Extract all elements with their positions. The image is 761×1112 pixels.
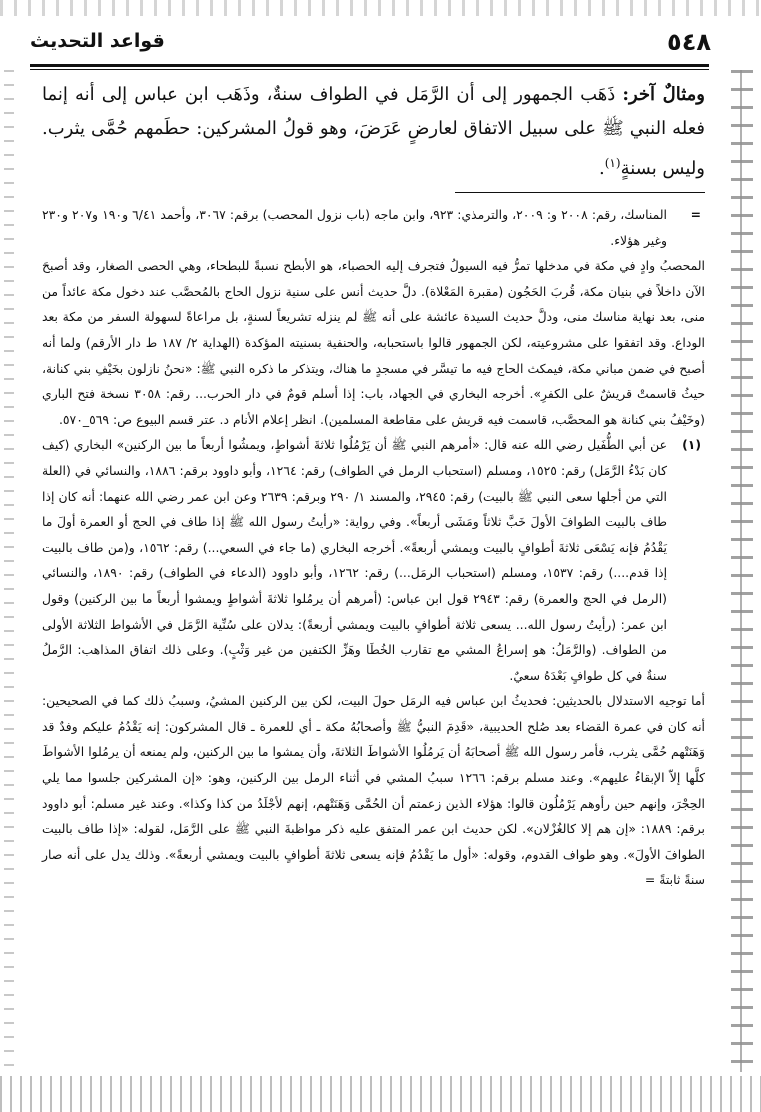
continuation-marker: = — [690, 207, 701, 222]
header-rule — [30, 64, 709, 70]
main-text-end: . — [599, 158, 605, 179]
footnote-1-marker: (١) — [682, 437, 701, 453]
footnote-continuation-paragraph: المحصبُ وادٍ في مكة في مدخلها تمرُّ فيه السيولُ فتجرف إليه الحصباء، هو الأبطح نسبةً للبطحاء، وهي الحصى الصغار، وقد أصبحَ الآن داخلاً في بنيان مكة، قُربَ الحَجُون (مقبرة المَعْلاة). دلَّ حديث أنس على سنية نزول الحاج بالمُحصَّب عند دخول مكة عائداً من منى، بعد نهاية مناسك منى، ودلَّ حديث السيدة عائشة على أنه ﷺ لم ينزله تشريعاً لسنةٍ، بل مراعاةً لسهولة السفر من مكة بعد الوداع. وقد اتفقوا على مشروعيته، لكن الجمهور قالوا باستحبابه، والحنفية بسنيته المؤكدة (الهداية ٢/ ١٨٧ ط دار الأرقم) ولما أنه أصبح في ضمن مباني مكة، فيمكث الحاج فيه ما تيسَّر في مسجدٍ ما هناك، ويتذكر ما ذكره النبي ﷺ: «نحنُ نازلون بخَيْفِ بني كنانة، حيثُ قاسمتْ قريشٌ على الكفرِ». أخرجه البخاري في الجهاد، باب: إذا أسلم قومٌ في دار الحرب... رقم: ٣٠٥٨ نسخة فتح الباري (وخَيْفُ بني كنانة هو المحصَّب، قاسمت فيه قريش على مقاطعة المسلمين). انظر إعلام الأنام د. عتر قسم البيوع ص: ٥٦٩_٥٧٠. — [42, 258, 705, 427]
left-ornament-border — [4, 70, 14, 1072]
footnote-reference: (١) — [604, 156, 621, 170]
page-header — [30, 28, 711, 64]
footnote-1 — [42, 432, 705, 688]
top-ornament-border — [0, 0, 761, 16]
footnote-continuation-line: المناسك، رقم: ٢٠٠٨ و: ٢٠٠٩، والترمذي: ٩٢٣، وابن ماجه (باب نزول المحصب) برقم: ٣٠٦٧، وأحمد ٦/٤١ و١٩٠ و٢٠٧ و٢٣٠ وغير هؤلاء. — [42, 207, 667, 248]
page-number: ٥٤٨ — [667, 28, 711, 56]
footnote-1-continuation-text: أما توجيه الاستدلال بالحديثين: فحديثُ ابن عباس فيه الرمَل حولَ البيت، لكن بين الركنين المشيُ، وسببُ ذلك كما في الصحيحين: أنه كان في عمرة القضاء بعد صُلح الحديبية، «قَدِمَ النبيُّ ﷺ وأصحابُهُ مكة ـ أي للعمرة ـ قال المشركون: إنه يَقْدُمُ عليكم وفدٌ قد وَهَنَتْهم حُمَّى يثرب، فأمر رسول الله ﷺ أصحابَهُ أن يَرمُلُوا الأشواطَ الثلاثةَ، وأن يمشوا ما بين الركنين، ولم يمنعه أن يرمُلوا الأشواطَ كلَّها إلاّ الإبقاءُ عليهم». وعند مسلم برقم: ١٢٦٦ سببُ المشي في أثناء الرمل بين الركنين، وهو: «إن المشركين جلسوا مما يلي الحِجْرَ، وإنهم حين رأوهم يَرْمُلُون قالوا: هؤلاء الذين زعمتم أن الحُمَّى وَهَنَتْهم، إنهم لأجْلَدُ من كذا وكذا». وعند غير مسلم: أبو داوود برقم: ١٨٨٩: «إن هم إلا كالغُزْلان». لكن حديث ابن عمر المتفق عليه ذكر مواظبةَ النبي ﷺ على الرَّمَل، لقوله: «إذا طاف بالبيت الطوافَ الأولَ». وهو طواف القدوم، وقوله: «أول ما يَقْدُمُ فإنه يسعى ثلاثةَ أطوافٍ بالبيت ويمشي أربعةً». وذلك يدل على أنه صار سنةً ثابتةً = — [42, 693, 705, 888]
footnotes-section — [42, 202, 705, 893]
bottom-ornament-border — [0, 1076, 761, 1112]
running-title: قواعد التحديث — [30, 30, 165, 52]
footnote-separator — [455, 192, 705, 193]
main-text-body: ذَهَب الجمهور إلى أن الرَّمَل في الطواف سنةٌ، وذَهَب ابن عباس إلى أنه إنما فعله النبي ﷺ على سبيل الاتفاق لعارضٍ عَرَضَ، وهو قولُ المشركين: حطَمهم حُمَّى يثرب. وليس بسنةٍ — [42, 84, 705, 179]
footnote-1-continuation — [42, 688, 705, 893]
example-lead: ومثالٌ آخر: — [622, 84, 705, 105]
footnote-1-text: عن أبي الطُّفَيل رضي الله عنه قال: «أمرهم النبي ﷺ أن يَرْمُلُوا ثلاثةَ أشواطٍ، ويمشُوا أربعاً ما بين الركنين» البخاري (كيف كان بَدْءُ الرَّمَل) رقم: ١٥٢٥، ومسلم (استحباب الرمل في الطواف) رقم: ١٢٦٤، وأبو داوود برقم: ١٨٨٦، والنسائي في (العلة التي من أجلها سعى النبي ﷺ بالبيت) رقم: ٢٩٤٥، والمسند ١/ ٢٩٠ وبرقم: ٢٦٣٩ وعن ابن عمر رضي الله عنهما: أنه كان إذا طاف بالبيت الطوافَ الأولَ خَبَّ ثلاثاً ومَشَى أربعاً». وفي رواية: «رأيتُ رسول الله ﷺ إذا طاف في الحج أو العمرة أولَ ما يَقْدُمُ فإنه يَسْعَى ثلاثةَ أطوافٍ بالبيت ويمشي أربعةً». أخرجه البخاري (ما جاء في السعي...) رقم: ١٥٦٢، و(من طاف بالبيت إذا قدم....) رقم: ١٥٣٧، ومسلم (استحباب الرمَل...) رقم: ١٢٦٢، وأبو داوود (الدعاء في الطواف) رقم: ١٨٩٠، والنسائي (الرمل في الحج والعمرة) رقم: ٢٩٤٣ قول ابن عباس: (أمرهم أن يرمُلوا ثلاثةَ أشواطٍ ويمشوا أربعاً ما بين الركنين) وقول ابن عمر: (رأيتُ رسول الله... يسعى ثلاثة أطوافٍ بالبيت ويمشي أربعةً): يدلان على سُنِّية الرَّمَل في الأشواط الثلاثة الأولى من الطواف. (والرَّمَلُ: هو إسراعُ المشي مع تقارب الخُطَا وهَزِّ الكتفين من غير وَثْبٍ). وعلى ذلك اتفاق المذاهب: الرَّملُ سنةٌ في كل طوافٍ بَعْدَهُ سعيٌ. — [42, 437, 668, 683]
main-paragraph — [42, 78, 705, 186]
footnote-continuation — [42, 202, 705, 432]
right-ornament-border — [731, 70, 753, 1072]
